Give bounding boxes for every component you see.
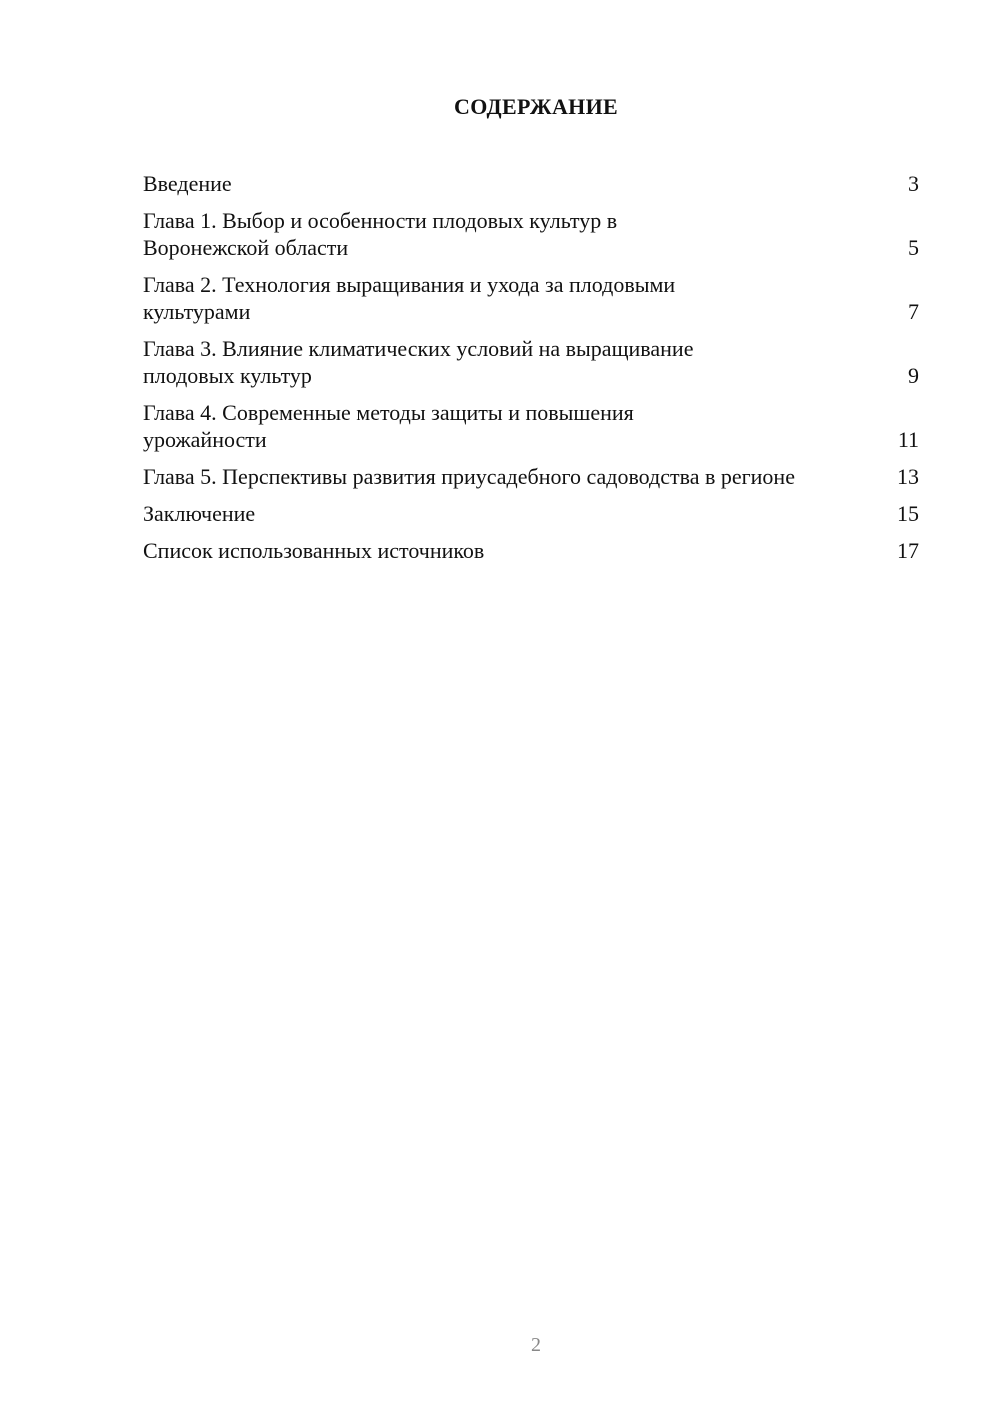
- toc-entry: [143, 271, 919, 325]
- table-of-contents: [143, 170, 919, 574]
- toc-entry-title: Глава 1. Выбор и особенности плодовых культур в Воронежской области: [143, 208, 618, 260]
- page-number: 2: [531, 1334, 541, 1356]
- toc-entry-title: Введение: [143, 171, 232, 196]
- toc-entry-title: Глава 5. Перспективы развития приусадебного садоводства в регионе: [143, 464, 795, 489]
- toc-entry: [143, 399, 919, 453]
- toc-entry-page: 15: [897, 501, 919, 526]
- toc-entry: [143, 335, 919, 389]
- toc-entry: [143, 463, 919, 490]
- toc-entry: [143, 500, 919, 527]
- toc-entry-title: Глава 4. Современные методы защиты и повышения урожайности: [143, 400, 634, 452]
- toc-entry-page: 3: [908, 171, 919, 196]
- toc-entry-title: Глава 2. Технология выращивания и ухода за плодовыми культурами: [143, 272, 676, 324]
- toc-entry-page: 11: [897, 427, 919, 452]
- toc-entry: [143, 537, 919, 564]
- toc-entry: [143, 207, 919, 261]
- toc-entry: [143, 170, 919, 197]
- toc-entry-title: Заключение: [143, 501, 256, 526]
- toc-entry-title: Список использованных источников: [143, 538, 485, 563]
- toc-entry-title: Глава 3. Влияние климатических условий на выращивание плодовых культур: [143, 336, 694, 388]
- page-title: СОДЕРЖАНИЕ: [454, 94, 618, 119]
- toc-entry-page: 9: [908, 363, 919, 388]
- toc-entry-page: 17: [897, 538, 919, 563]
- toc-entry-page: 13: [897, 464, 919, 489]
- toc-entry-page: 5: [908, 235, 919, 260]
- toc-entry-page: 7: [908, 299, 919, 324]
